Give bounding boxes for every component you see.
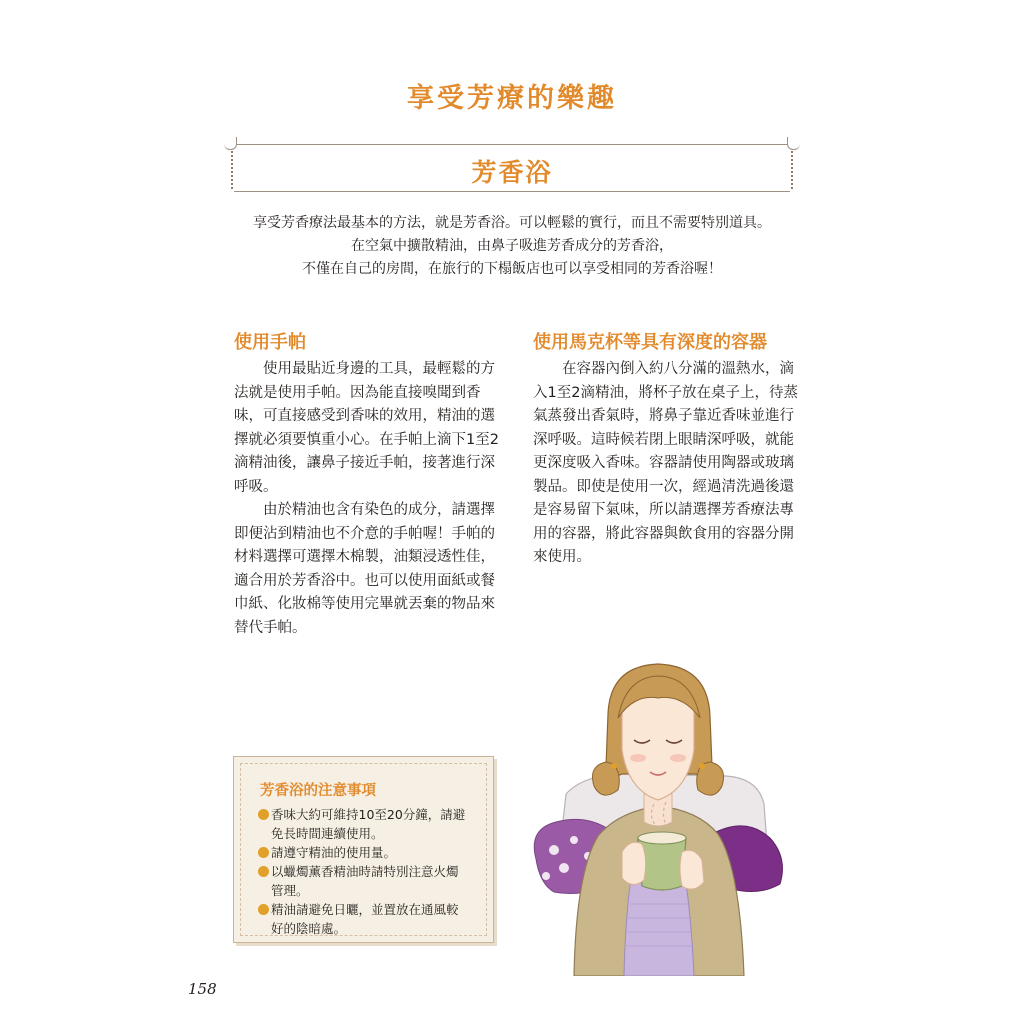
notes-list [258, 805, 483, 938]
note-line: 免長時間連續使用。 [271, 826, 384, 841]
text-line: 擇就必須要慎重小心。在手帕上滴下1至2 [234, 431, 499, 448]
banner-right-dots [791, 147, 793, 189]
bullet-dot-icon [258, 866, 269, 877]
left-hair-tie [611, 763, 617, 769]
text-line: 味，可直接感受到香味的效用，精油的選 [234, 408, 495, 424]
text-line: 更深度吸入香味。容器請使用陶器或玻璃 [533, 455, 794, 471]
text-line: 材料選擇可選擇木棉製，油類浸透性佳， [234, 549, 495, 565]
text-line: 巾紙、化妝棉等使用完畢就丟棄的物品來 [234, 596, 495, 612]
woman-with-mug-illustration [526, 654, 788, 976]
text-line: 是容易留下氣味，所以請選擇芳香療法專 [533, 502, 794, 518]
banner-right-notch [787, 137, 800, 150]
bullet-dot-icon [258, 809, 269, 820]
banner-left-dots [231, 147, 233, 189]
left-column-body [234, 358, 504, 640]
notes-box [233, 756, 494, 943]
left-column-heading: 使用手帕 [234, 332, 306, 353]
left-blush [630, 754, 646, 762]
note-line: 精油請避免日曬，並置放在通風較 [271, 902, 459, 917]
intro-line: 享受芳香療法最基本的方法，就是芳香浴。可以輕鬆的實行，而且不需要特別道具。 [253, 215, 771, 231]
text-line: 來使用。 [533, 549, 591, 565]
text-line: 用的容器，將此容器與飲食用的容器分開 [533, 525, 794, 542]
page-number: 158 [188, 980, 217, 998]
section-banner [234, 144, 790, 192]
note-line: 香味大約可維持10至20分鐘，請避 [271, 807, 466, 822]
text-line: 由於精油也含有染色的成分，請選擇 [263, 502, 495, 518]
text-line: 即便沾到精油也不介意的手帕喔！手帕的 [234, 525, 495, 542]
section-title: 芳香浴 [471, 158, 553, 187]
right-hair-tie [699, 763, 705, 769]
left-hand [622, 842, 646, 884]
right-paragraph-1 [533, 358, 803, 570]
note-item [258, 805, 483, 843]
left-paragraph-1 [234, 358, 504, 499]
note-line: 好的陰暗處。 [271, 921, 347, 936]
text-line: 深呼吸。這時候若閉上眼睛深呼吸，就能 [533, 431, 794, 448]
note-item [258, 900, 483, 938]
right-column-body [533, 358, 803, 570]
note-item [258, 862, 483, 900]
intro-line: 不僅在自己的房間，在旅行的下榻飯店也可以享受相同的芳香浴喔！ [302, 261, 722, 277]
note-line: 請遵守精油的使用量。 [271, 845, 397, 860]
text-line: 入1至2滴精油，將杯子放在桌子上，待蒸 [533, 384, 798, 401]
text-line: 製品。即使是使用一次，經過清洗過後還 [533, 478, 794, 495]
text-line: 適合用於芳香浴中。也可以使用面紙或餐 [234, 572, 495, 589]
right-blush [670, 754, 686, 762]
text-line: 在容器內倒入約八分滿的溫熱水，滴 [562, 361, 794, 377]
right-column-heading: 使用馬克杯等具有深度的容器 [533, 332, 767, 353]
text-line: 滴精油後，讓鼻子接近手帕，接著進行深 [234, 455, 495, 471]
notes-title: 芳香浴的注意事項 [260, 783, 376, 799]
intro-line: 在空氣中擴散精油，由鼻子吸進芳香成分的芳香浴， [351, 238, 673, 254]
banner-left-notch [224, 137, 237, 150]
mug-rim [638, 832, 686, 844]
bullet-dot-icon [258, 847, 269, 858]
page-title: 享受芳療的樂趣 [407, 83, 617, 114]
text-line: 使用最貼近身邊的工具，最輕鬆的方 [263, 361, 495, 377]
bullet-dot-icon [258, 904, 269, 915]
note-line: 管理。 [271, 883, 309, 898]
left-paragraph-2 [234, 499, 504, 640]
text-line: 法就是使用手帕。因為能直接嗅聞到香 [234, 384, 481, 401]
text-line: 呼吸。 [234, 478, 278, 495]
text-line: 氣蒸發出香氣時，將鼻子靠近香味並進行 [533, 408, 794, 424]
note-item [258, 843, 483, 862]
text-line: 替代手帕。 [234, 619, 307, 636]
note-line: 以蠟燭薰香精油時請特別注意火燭 [271, 864, 459, 879]
intro-text [200, 212, 824, 281]
